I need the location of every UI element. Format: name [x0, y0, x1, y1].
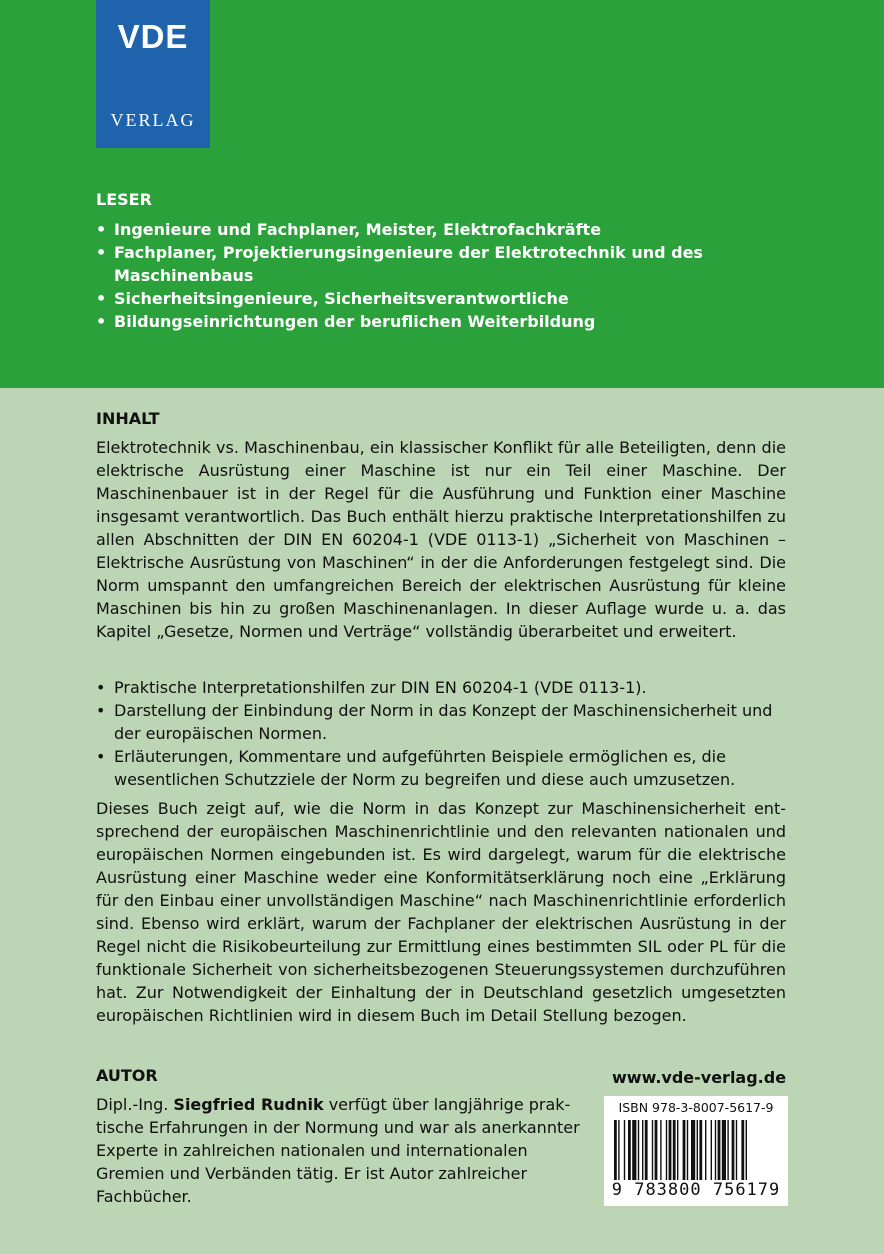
barcode-bar — [697, 1120, 698, 1180]
autor-heading: AUTOR — [96, 1066, 158, 1085]
barcode-bar — [624, 1120, 625, 1180]
barcode-bar — [642, 1120, 643, 1180]
barcode-bar — [673, 1120, 676, 1180]
barcode-bar — [691, 1120, 695, 1180]
barcode-bars — [614, 1120, 778, 1180]
barcode-bar — [614, 1120, 617, 1180]
barcode-bar — [711, 1120, 712, 1180]
vde-logo — [96, 0, 210, 148]
autor-text — [96, 1093, 592, 1208]
barcode-bar — [732, 1120, 735, 1180]
list-item: • Bildungseinrichtungen der beruflichen Weiterbildung — [96, 310, 796, 333]
barcode-bar — [652, 1120, 653, 1180]
isbn-label: ISBN 978-3-8007-5617-9 — [618, 1100, 774, 1115]
list-item: • Praktische Interpretationshilfen zur DIN EN 60204-1 (VDE 0113-1). — [96, 676, 786, 699]
barcode-bar — [655, 1120, 658, 1180]
barcode-bar — [669, 1120, 672, 1180]
barcode — [604, 1096, 788, 1206]
leser-heading: LESER — [96, 190, 152, 209]
barcode-bar — [699, 1120, 702, 1180]
inhalt-paragraph-1: Elektrotechnik vs. Maschinenbau, ein klassischer Konflikt für alle Beteiligten, denn die elektrische Ausrüstung einer Maschine ist nur ein Teil einer Maschine. Der Maschinenbauer ist in der Regel für die Ausführung und Funktion einer Maschine insgesamt verantwortlich. Das Buch enthält hierzu praktische Interpretationshilfen zu allen Abschnitten der DIN EN 60204-1 (VDE 0113-1) „Sicherheit von Maschinen – Elektrische Ausrüstung von Maschinen“ in der die Anforderungen festgelegt sind. Die Norm umspannt den umfangreichen Bereich der elektrischen Ausrüstung für kleine Maschinen bis hin zu großen Maschinenanlagen. In dieser Auflage wurde u. a. das Kapitel „Gesetze, Normen und Verträge“ vollständig überarbeitet und erweitert. — [96, 438, 786, 641]
inhalt-bullets — [96, 676, 786, 791]
barcode-bar — [736, 1120, 737, 1180]
inhalt-heading: INHALT — [96, 409, 160, 428]
barcode-bar — [638, 1120, 639, 1180]
list-item: • Erläuterungen, Kommentare und aufgeführten Beispiele ermöglichen es, die wesentlichen Schutzziele der Norm zu begreifen und diese auch umzusetzen. — [96, 745, 786, 791]
publisher-url[interactable]: www.vde-verlag.de — [612, 1068, 787, 1087]
barcode-bar — [722, 1120, 726, 1180]
barcode-bar — [683, 1120, 686, 1180]
barcode-bar — [727, 1120, 728, 1180]
barcode-bar — [741, 1120, 744, 1180]
leser-list — [96, 218, 796, 333]
barcode-bar — [632, 1120, 636, 1180]
barcode-bar — [715, 1120, 716, 1180]
barcode-digits: 9 783800 756179 — [611, 1180, 781, 1200]
barcode-bar — [705, 1120, 706, 1180]
barcode-bar — [677, 1120, 678, 1180]
autor-prefix: Dipl.-Ing. — [96, 1095, 174, 1114]
barcode-bar — [746, 1120, 747, 1180]
barcode-bar — [645, 1120, 648, 1180]
list-item: • Darstellung der Einbindung der Norm in das Konzept der Maschinensicherheit und der europäischen Normen. — [96, 699, 786, 745]
barcode-bar — [618, 1120, 619, 1180]
autor-bio: verfügt über langjährige praktische Erfahrungen in der Normung und war als anerkannter Experte in zahlreichen nationalen und internationalen Gremien und Verbänden tätig. Er ist Autor zahlreicher Fachbücher. — [96, 1095, 580, 1206]
list-item: • Sicherheitsingenieure, Sicherheitsverantwortliche — [96, 287, 796, 310]
barcode-bar — [628, 1120, 631, 1180]
logo-brand: VDE — [117, 18, 189, 55]
author-name: Siegfried Rudnik — [173, 1095, 324, 1114]
list-item: • Fachplaner, Projektierungsingenieure der Elektrotechnik und des Maschinenbaus — [96, 241, 796, 287]
inhalt-paragraph-2: Dieses Buch zeigt auf, wie die Norm in das Konzept zur Maschinensicherheit entsprechend der europäischen Maschinenrichtlinie und den relevanten nationalen und europäischen Normen eingebunden ist. Es wird dargelegt, warum für die elektrische Ausrüstung einer Maschine weder eine Konformitätserklärung noch eine „Erklärung für den Einbau einer unvollständigen Maschine“ nach Maschinenrichtlinie erforderlich sind. Ebenso wird erklärt, warum der Fachplaner der elektrischen Ausrüstung in der Regel nicht die Risikobeurteilung zur Ermittlung eines bestimmten SIL oder PL für die funktionale Sicherheit von sicherheitsbezogenen Steuerungssystemen durchzuführen hat. Zur Notwendigkeit der Einhaltung der in Deutschland gesetzlich umgesetzten europäischen Richtlinien wird in diesem Buch im Detail Stellung bezogen. — [96, 799, 786, 1025]
logo-sub: VERLAG — [110, 110, 196, 130]
barcode-bar — [666, 1120, 667, 1180]
barcode-bar — [718, 1120, 721, 1180]
list-item: • Ingenieure und Fachplaner, Meister, Elektrofachkräfte — [96, 218, 796, 241]
barcode-bar — [660, 1120, 661, 1180]
barcode-bar — [687, 1120, 688, 1180]
